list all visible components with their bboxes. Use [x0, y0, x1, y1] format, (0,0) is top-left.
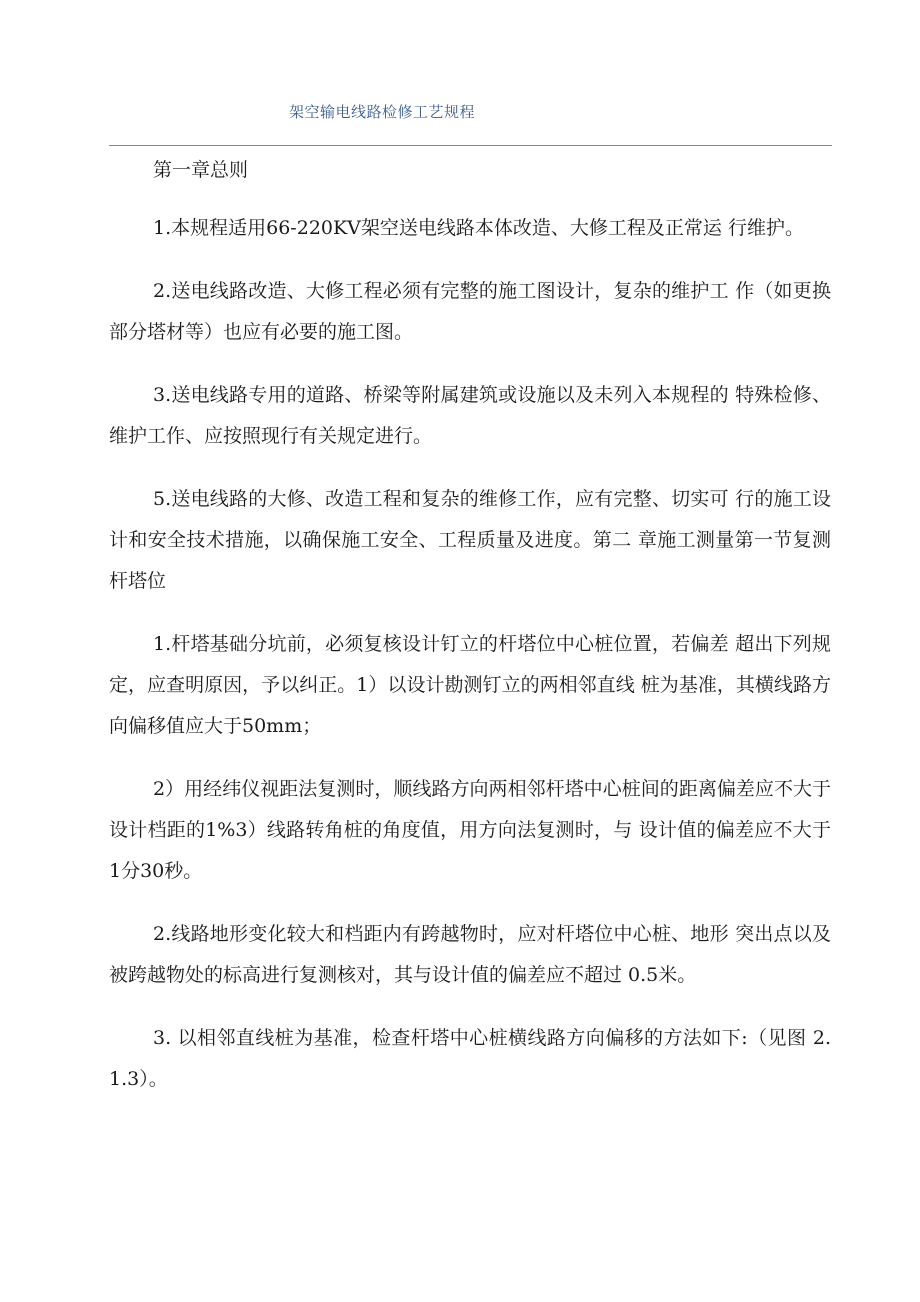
paragraph-8: 3. 以相邻直线桩为基准，检查杆塔中心桩横线路方向偏移的方法如下:（见图 2.1.3）。	[109, 1027, 831, 1090]
header-divider	[109, 145, 832, 146]
paragraph-5: 1.杆塔基础分坑前，必须复核设计钉立的杆塔位中心桩位置，若偏差 超出下列规定，应查明原因，予以纠正。1）以设计勘测钉立的两相邻直线 桩为基准，其横线路方向偏移值应大于50mm；	[109, 633, 831, 737]
chapter-heading: 第一章总则	[153, 159, 249, 181]
paragraph-6: 2）用经纬仪视距法复测时，顺线路方向两相邻杆塔中心桩间的距离偏差应不大于设计档距的1%3）线路转角桩的角度值，用方向法复测时，与 设计值的偏差应不大于1分30秒。	[109, 778, 831, 882]
paragraph-7: 2.线路地形变化较大和档距内有跨越物时，应对杆塔位中心桩、地形 突出点以及被跨越物处的标高进行复测核对，其与设计值的偏差应不超过 0.5米。	[109, 923, 831, 986]
document-body	[109, 150, 831, 1122]
page-header-title: 架空输电线路检修工艺规程	[289, 103, 476, 121]
paragraph-3: 3.送电线路专用的道路、桥梁等附属建筑或设施以及未列入本规程的 特殊检修、维护工作、应按照现行有关规定进行。	[109, 384, 831, 447]
paragraph-1: 1.本规程适用66-220KV架空送电线路本体改造、大修工程及正常运 行维护。	[153, 217, 804, 239]
paragraph-4: 5.送电线路的大修、改造工程和复杂的维修工作，应有完整、切实可 行的施工设计和安全技术措施，以确保施工安全、工程质量及进度。第二 章施工测量第一节复测杆塔位	[109, 488, 831, 592]
paragraph-2: 2.送电线路改造、大修工程必须有完整的施工图设计，复杂的维护工 作（如更换部分塔材等）也应有必要的施工图。	[109, 280, 831, 343]
